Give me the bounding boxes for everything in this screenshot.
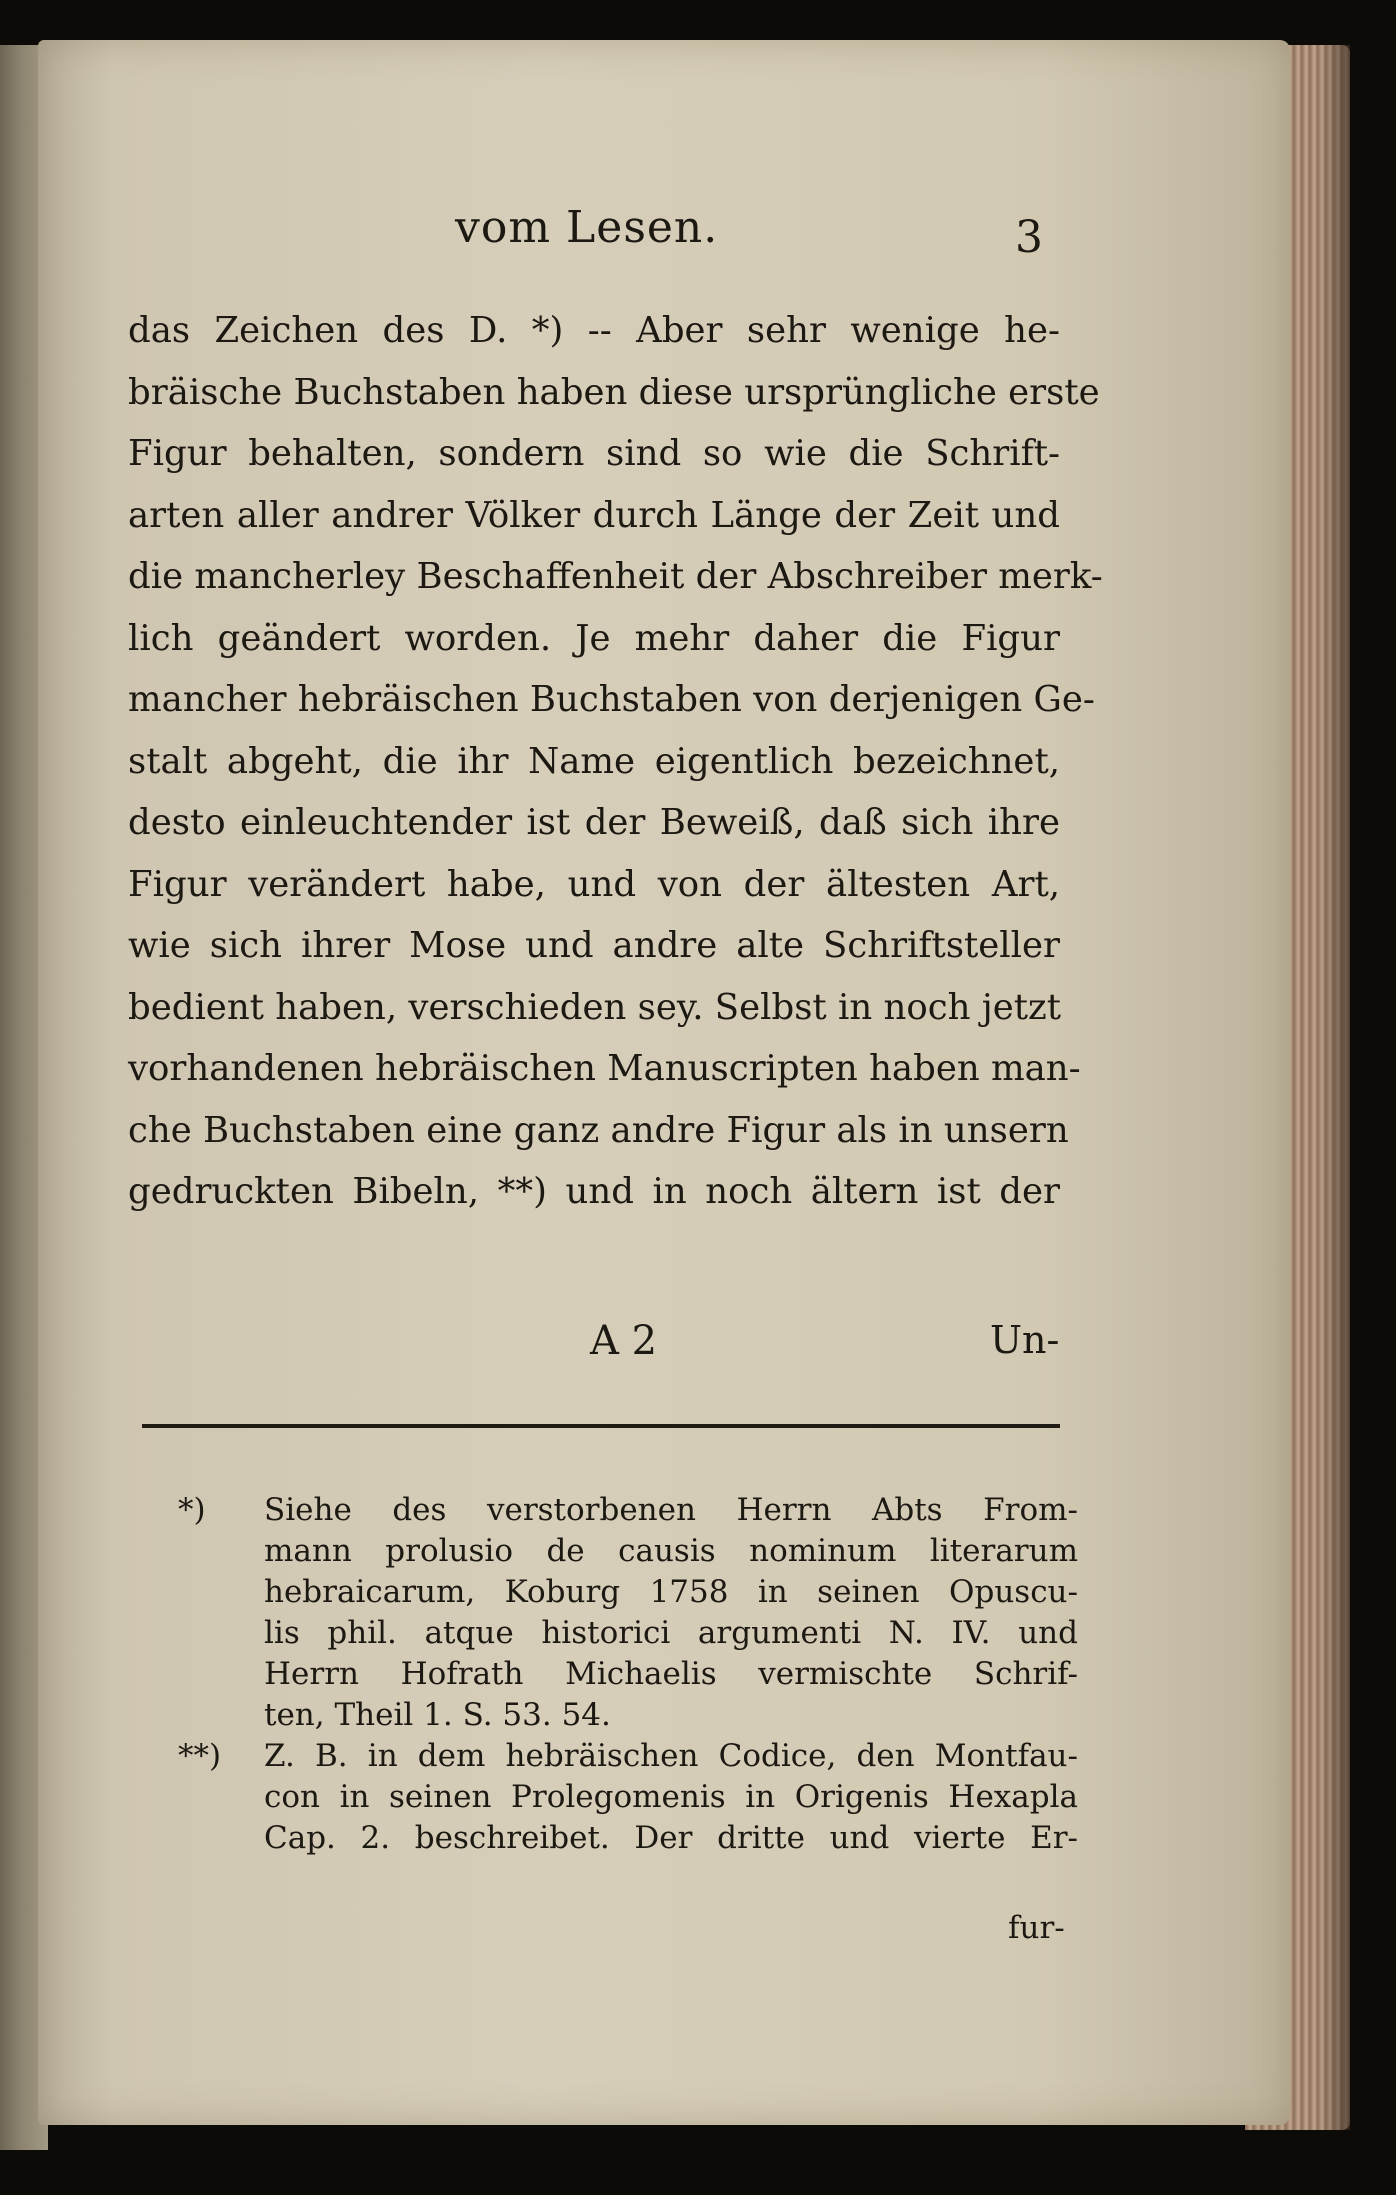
- footnote-rule: [142, 1424, 1060, 1428]
- footnote-catchword: fur-: [1008, 1910, 1065, 1946]
- page-number: 3: [1015, 212, 1043, 263]
- running-head: vom Lesen.: [455, 202, 719, 253]
- footnote-mark: *): [178, 1492, 206, 1528]
- body-line: das Zeichen des D. *) -- Aber sehr wenige he-: [128, 310, 1060, 351]
- body-line: Figur verändert habe, und von der ältesten Art,: [128, 863, 1060, 905]
- footnote-line: lis phil. atque historici argumenti N. IV. und: [264, 1615, 1078, 1651]
- body-line: lich geändert worden. Je mehr daher die Figur: [128, 617, 1060, 659]
- body-line: wie sich ihrer Mose und andre alte Schriftsteller: [128, 925, 1060, 966]
- footnote-line: Cap. 2. beschreibet. Der dritte und vierte Er-: [264, 1820, 1078, 1856]
- signature-mark: A 2: [590, 1318, 658, 1364]
- footnote-line: Z. B. in dem hebräischen Codice, den Montfau-: [264, 1738, 1078, 1774]
- footnote: [178, 1490, 1078, 1736]
- body-line: die mancherley Beschaffenheit der Abschreiber merk-: [128, 556, 1103, 597]
- body-line: gedruckten Bibeln, **) und in noch ältern ist der: [128, 1171, 1060, 1212]
- body-line: arten aller andrer Völker durch Länge der Zeit und: [128, 494, 1060, 536]
- body-line: vorhandenen hebräischen Manuscripten haben man-: [128, 1048, 1081, 1089]
- body-text: [128, 300, 1103, 1223]
- body-line: desto einleuchtender ist der Beweiß, daß sich ihre: [128, 802, 1060, 843]
- footnote-line: Siehe des verstorbenen Herrn Abts From-: [264, 1492, 1078, 1528]
- body-line: bedient haben, verschieden sey. Selbst in noch jetzt: [128, 986, 1062, 1028]
- footnote-line: mann prolusio de causis nominum literarum: [264, 1533, 1078, 1569]
- footnotes: [178, 1490, 1078, 1859]
- body-line: bräische Buchstaben haben diese ursprüngliche erste: [128, 371, 1100, 413]
- footnote-line: con in seinen Prolegomenis in Origenis Hexapla: [264, 1779, 1078, 1815]
- body-line: stalt abgeht, die ihr Name eigentlich bezeichnet,: [128, 740, 1060, 782]
- footnote-line: hebraicarum, Koburg 1758 in seinen Opuscu-: [264, 1574, 1078, 1610]
- footnote-mark: **): [178, 1738, 222, 1774]
- body-line: mancher hebräischen Buchstaben von derjenigen Ge-: [128, 679, 1095, 720]
- footnote-line: Herrn Hofrath Michaelis vermischte Schrif-: [264, 1656, 1078, 1692]
- footnote-line: ten, Theil 1. S. 53. 54.: [264, 1697, 611, 1733]
- body-line: Figur behalten, sondern sind so wie die Schrift-: [128, 433, 1060, 474]
- catchword: Un-: [990, 1318, 1060, 1362]
- footnote: [178, 1736, 1078, 1859]
- body-line: che Buchstaben eine ganz andre Figur als in unsern: [128, 1109, 1069, 1151]
